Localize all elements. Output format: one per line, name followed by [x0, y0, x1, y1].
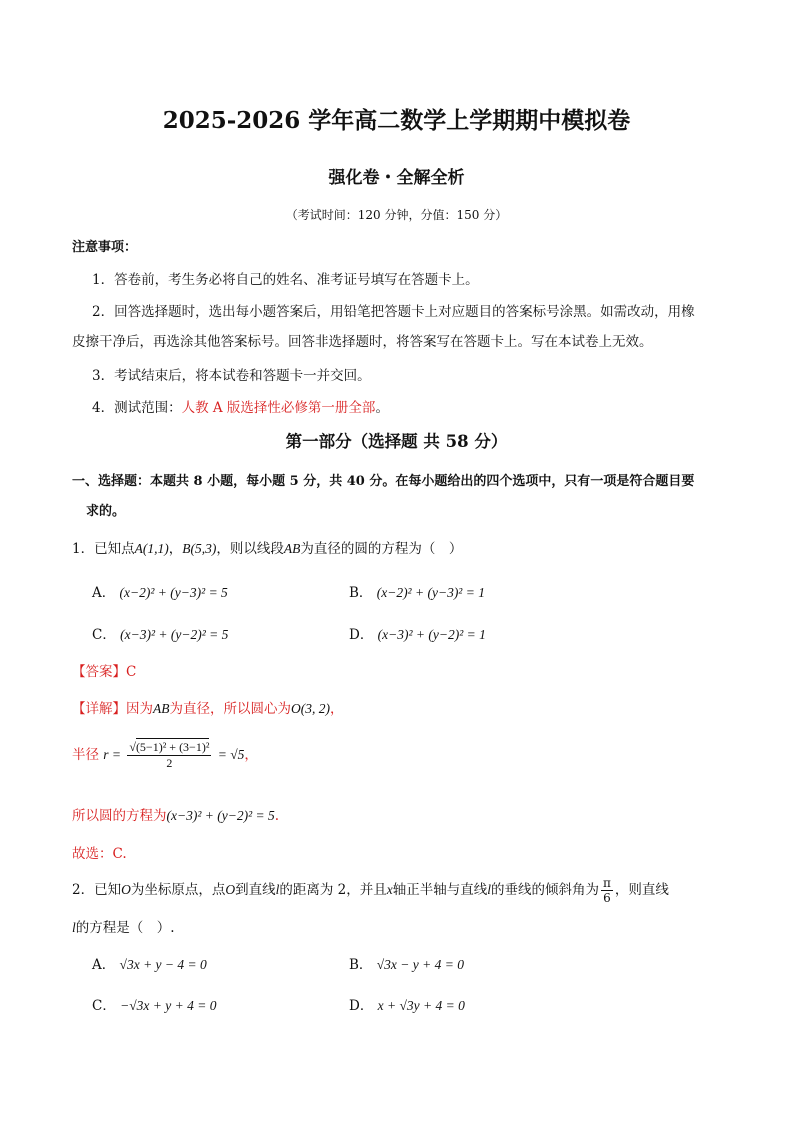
q1-detail [72, 697, 344, 717]
q1-option-a [92, 581, 228, 601]
q2-option-b-label: B． [349, 957, 373, 973]
q1-option-b-text: (x−2)² + (y−3)² = 1 [376, 585, 485, 600]
q2-text-g: ，则直线 [614, 882, 669, 898]
exam-info: （考试时间：120 分钟，分值：150 分） [285, 208, 508, 222]
q1-point-a: A(1,1) [134, 541, 169, 556]
q1-prefix: 1．已知点 [72, 541, 135, 557]
q2-angle-fraction [601, 876, 613, 905]
q1-detail-ab: AB [153, 701, 170, 716]
q1-equation [72, 804, 279, 824]
q1-radius [72, 740, 258, 771]
q1-equation-end: . [274, 808, 280, 824]
q1-option-d-text: (x−3)² + (y−2)² = 1 [377, 627, 486, 642]
q2-text-f: 的垂线的倾斜角为 [491, 882, 600, 898]
q2-text-e: 轴正半轴与直线 [392, 882, 488, 898]
q2-option-d [349, 994, 465, 1014]
notice-item-4-scope: 人教 A 版选择性必修第一册全部 [181, 400, 376, 416]
q1-point-b: B(5,3) [182, 541, 217, 556]
q2-angle-den: 6 [603, 891, 611, 905]
q1-detail-label: 【详解】 [72, 701, 126, 717]
q1-option-c [92, 623, 228, 643]
q1-option-b [349, 581, 485, 601]
notice-item-4 [92, 396, 389, 416]
notice-item-2-line1: 2．回答选择题时，选出每小题答案后，用铅笔把答题卡上对应题目的答案标号涂黑。如需改动，用橡 [92, 304, 695, 320]
q1-option-d-label: D． [349, 627, 374, 643]
section-title: 第一部分（选择题 共 58 分） [285, 432, 508, 451]
q2-option-c-label: C． [92, 998, 116, 1014]
q1-equation-prefix: 所以圆的方程为 [72, 808, 167, 824]
page-subtitle: 强化卷・全解全析 [328, 168, 465, 188]
q1-option-d [349, 623, 486, 643]
q2-option-c-text: −√3x + y + 4 = 0 [120, 998, 217, 1013]
q1-detail-center: O(3, 2) [291, 701, 330, 716]
q1-suffix: 为直径的圆的方程为（ ） [300, 541, 463, 557]
q2-var-l1: l [275, 882, 280, 897]
q2-var-x: x [386, 882, 393, 897]
q1-detail-text2: 为直径，所以圆心为 [169, 701, 291, 717]
q2-option-b [349, 953, 464, 973]
notice-item-1: 1．答卷前，考生务必将自己的姓名、准考证号填写在答题卡上。 [92, 272, 479, 288]
section-instruction-line1: 一、选择题：本题共 8 小题，每小题 5 分，共 40 分。在每小题给出的四个选项中，只有一项是符合题目要 [72, 474, 695, 489]
q1-radius-lhs: r = [103, 747, 122, 762]
q2-text-d: 的距离为 2，并且 [279, 882, 387, 898]
q1-radius-num-text: (5−1)² + (3−1)² [135, 740, 210, 754]
q1-sep: ， [168, 541, 183, 557]
q2-option-b-text: √3x − y + 4 = 0 [376, 957, 464, 972]
q1-segment: AB [283, 541, 301, 556]
q1-equation-text: (x−3)² + (y−2)² = 5 [166, 808, 275, 823]
q2-stem-line2 [72, 916, 175, 936]
q2-stem-line1 [72, 876, 669, 905]
q1-radius-fraction [127, 740, 211, 771]
q1-detail-text1: 因为 [126, 701, 153, 717]
q2-option-a-label: A． [92, 957, 116, 973]
q1-answer [72, 660, 136, 680]
q1-radius-numerator: √(5−1)² + (3−1)² [129, 740, 210, 754]
q1-radius-denominator: 2 [166, 756, 173, 770]
q2-angle-num: π [603, 876, 611, 890]
q1-detail-comma: ， [330, 701, 344, 717]
notice-item-4-prefix: 4．测试范围： [92, 400, 182, 416]
q1-radius-comma: ， [244, 747, 258, 763]
notice-item-2-line2: 皮擦干净后，再选涂其他答案标号。回答非选择题时，将答案写在答题卡上。写在本试卷上无效。 [72, 334, 653, 350]
q1-middle: ，则以线段 [216, 541, 284, 557]
q2-text-c: 到直线 [235, 882, 276, 898]
q2-line2-text: 的方程是（ ）. [75, 920, 175, 936]
q1-stem [72, 537, 462, 557]
q2-text-a: 2．已知 [72, 882, 122, 898]
q2-var-l2: l [487, 882, 492, 897]
notice-item-3: 3．考试结束后，将本试卷和答题卡一并交回。 [92, 368, 371, 384]
q2-option-a [92, 953, 207, 973]
q1-option-c-label: C． [92, 627, 116, 643]
section-instruction-line2: 求的。 [86, 504, 126, 519]
q2-text-b: 为坐标原点，点 [130, 882, 226, 898]
page-title: 2025-2026 学年高二数学上学期期中模拟卷 [162, 107, 631, 134]
notice-heading: 注意事项： [72, 240, 138, 255]
q1-conclusion: 故选：C. [72, 846, 127, 862]
q2-option-c [92, 994, 216, 1014]
q2-option-d-label: D． [349, 998, 374, 1014]
q2-var-o: O [121, 882, 131, 897]
q1-option-a-label: A． [92, 585, 116, 601]
q1-radius-rhs: = √5 [217, 747, 245, 762]
q1-option-b-label: B． [349, 585, 373, 601]
q1-radius-label: 半径 [72, 747, 99, 763]
q1-option-a-text: (x−2)² + (y−3)² = 5 [119, 585, 228, 600]
q1-answer-value: C [126, 664, 137, 680]
notice-item-4-suffix: 。 [375, 400, 389, 416]
q2-var-o2: O [225, 882, 236, 897]
q2-option-a-text: √3x + y − 4 = 0 [119, 957, 207, 972]
q2-var-l3: l [72, 920, 76, 935]
q1-option-c-text: (x−3)² + (y−2)² = 5 [120, 627, 229, 642]
q1-answer-label: 【答案】 [72, 664, 126, 680]
q2-option-d-text: x + √3y + 4 = 0 [377, 998, 465, 1013]
